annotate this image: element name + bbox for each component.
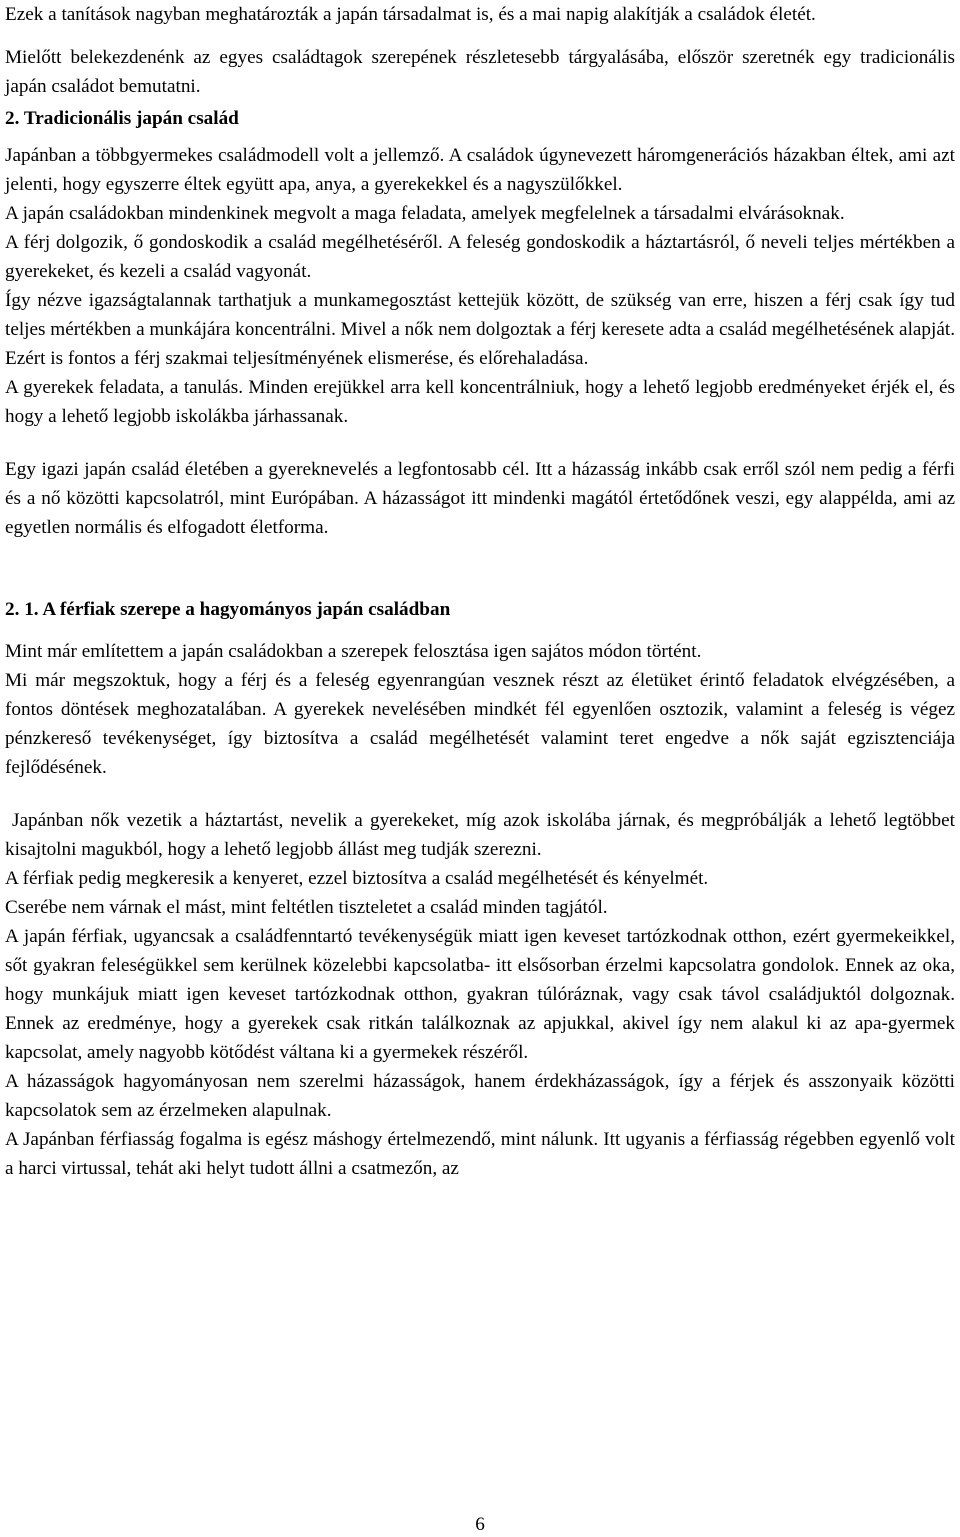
paragraph: Ezek a tanítások nagyban meghatározták a japán társadalmat is, és a mai napig alakítják a családok életét.	[5, 4, 816, 25]
paragraph: A házasságok hagyományosan nem szerelmi házasságok, hanem érdekházasságok, így a férjek és asszonyaik közötti kapcsolatok sem az érzelmeken alapulnak.	[5, 1071, 955, 1121]
paragraph: A férfiak pedig megkeresik a kenyeret, ezzel biztosítva a család megélhetését és kényelmét.	[5, 868, 709, 889]
spacer	[5, 542, 955, 595]
paragraph: Japánban nők vezetik a háztartást, nevelik a gyerekeket, míg azok iskolába járnak, és megpróbálják a lehető legtöbbet kisajtolni magukból, hogy a lehető legjobb állást meg tudják szerezni.	[5, 810, 955, 860]
paragraph: Japánban a többgyermekes családmodell volt a jellemző. A családok úgynevezett háromgenerációs házakban éltek, ami azt jelenti, hogy egyszerre éltek együtt apa, anya, a gyerekekkel és a nagyszülőkkel.	[5, 145, 955, 195]
paragraph: Egy igazi japán család életében a gyereknevelés a legfontosabb cél. Itt a házasság inkább csak erről szól nem pedig a férfi és a nő közötti kapcsolatról, mint Európában. A házasságot itt mindenki magától értetődőnek veszi, egy alappélda, ami az egyetlen normális és elfogadott életforma.	[5, 459, 955, 538]
paragraph: A Japánban férfiasság fogalma is egész máshogy értelmezendő, mint nálunk. Itt ugyanis a férfiasság régebben egyenlő volt a harci virtussal, tehát aki helyt tudott állni a csatmezőn, az	[5, 1129, 955, 1179]
paragraph: Mi már megszoktuk, hogy a férj és a feleség egyenrangúan vesznek részt az életüket érintő feladatok elvégzésében, a fontos döntések meghozatalában. A gyerekek nevelésében mindkét fél egyenlően osztozik, valamint a feleség is végez pénzkereső tevékenységet, így biztosítva a család megélhetését valamint teret engedve a nők saját egzisztenciája fejlődésének.	[5, 670, 955, 778]
spacer	[5, 782, 955, 806]
paragraph: A japán férfiak, ugyancsak a családfenntartó tevékenységük miatt igen keveset tartózkodnak otthon, ezért gyermekeikkel, sőt gyakran feleségükkel sem kerülnek közelebbi kapcsolatba- itt elsősorban érzelmi kapcsolatra gondolok. Ennek az oka, hogy munkájuk miatt igen keveset tartózkodnak otthon, gyakran túlóráznak, vagy csak távol családjuktól dolgoznak. Ennek az eredménye, hogy a gyerekek csak ritkán találkoznak az apjukkal, akivel így nem alakul ki az apa-gyermek kapcsolat, amely nagyobb kötődést váltana ki a gyermekek részéről.	[5, 926, 955, 1063]
paragraph: Mint már említettem a japán családokban a szerepek felosztása igen sajátos módon történt.	[5, 641, 702, 662]
document-page	[5, 0, 955, 1183]
paragraph: A férj dolgozik, ő gondoskodik a család megélhetéséről. A feleség gondoskodik a háztartásról, ő neveli teljes mértékben a gyerekeket, és kezeli a család vagyonát.	[5, 232, 955, 282]
paragraph: A japán családokban mindenkinek megvolt a maga feladata, amelyek megfelelnek a társadalmi elvárásoknak.	[5, 203, 845, 224]
paragraph: Mielőtt belekezdenénk az egyes családtagok szerepének részletesebb tárgyalásába, először szeretnék egy tradicionális japán családot bemutatni.	[5, 47, 955, 97]
subsection-heading: 2. 1. A férfiak szerepe a hagyományos japán családban	[5, 599, 451, 620]
page-number: 6	[475, 1514, 485, 1535]
paragraph: Így nézve igazságtalannak tarthatjuk a munkamegosztást kettejük között, de szükség van erre, hiszen a férj csak így tud teljes mértékben a munkájára koncentrálni. Mivel a nők nem dolgoztak a férj keresete adta a család megélhetésének alapját. Ezért is fontos a férj szakmai teljesítményének elismerése, és előrehaladása.	[5, 290, 955, 369]
paragraph: Cserébe nem várnak el mást, mint feltétlen tiszteletet a család minden tagjától.	[5, 897, 608, 918]
section-heading: 2. Tradicionális japán család	[5, 108, 239, 129]
spacer	[5, 29, 955, 43]
paragraph: A gyerekek feladata, a tanulás. Minden erejükkel arra kell koncentrálniuk, hogy a lehető legjobb eredményeket érjék el, és hogy a lehető legjobb iskolákba járhassanak.	[5, 377, 955, 427]
spacer	[5, 431, 955, 455]
